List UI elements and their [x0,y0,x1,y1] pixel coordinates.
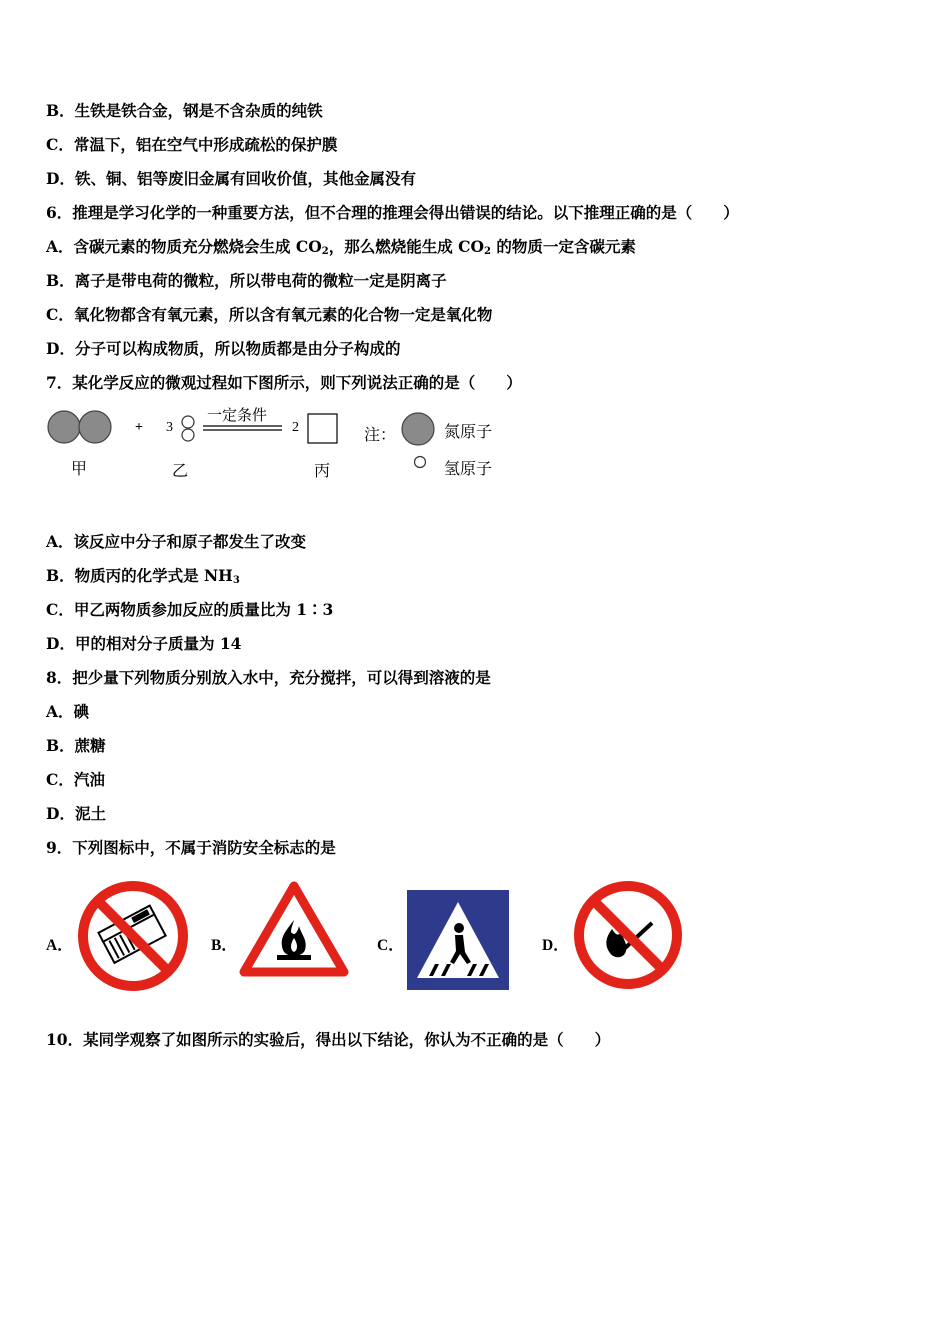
safety-signs-row [0,875,950,995]
q6a-text-1: A．含碳元素的物质充分燃烧会生成 CO [46,237,322,256]
question-7: 7．某化学反应的微观过程如下图所示，则下列说法正确的是（ ） [46,373,522,392]
question-9: 9．下列图标中，不属于消防安全标志的是 [46,838,336,857]
legend-hydrogen-label: 氢原子 [444,459,493,478]
label-jia: 甲 [71,459,88,478]
molecule-yi-icon [182,416,194,441]
hydrogen-atom-icon [415,457,426,468]
question-10: 10．某同学观察了如图所示的实验后，得出以下结论，你认为不正确的是（ ） [46,1030,611,1049]
reaction-diagram [40,402,560,492]
sign-label-c: C． [377,937,404,954]
q5-option-d: D．铁、铜、铝等废旧金属有回收价值，其他金属没有 [46,169,416,188]
q5-option-c: C．常温下，铝在空气中形成疏松的保护膜 [46,135,338,154]
q6-option-d: D．分子可以构成物质，所以物质都是由分子构成的 [46,339,401,358]
no-open-flame-sign-icon [572,879,684,991]
question-8: 8．把少量下列物质分别放入水中，充分搅拌，可以得到溶液的是 [46,668,491,687]
q8-option-a: A．碘 [46,702,90,721]
reaction-arrow-icon [203,426,282,430]
q6a-subscript-2: 2 [483,246,491,257]
reaction-condition: 一定条件 [207,406,268,424]
legend-note: 注： [364,425,397,444]
nitrogen-atom-icon [402,413,434,445]
sign-label-d: D． [542,937,569,954]
molecule-jia-icon [48,411,111,443]
q6a-text-2: ，那么燃烧能生成 CO [328,237,484,256]
coefficient-yi: 3 [166,420,173,435]
q6a-text-3: 的物质一定含碳元素 [490,237,636,256]
q7-option-a: A．该反应中分子和原子都发生了改变 [46,532,307,551]
sign-label-a: A． [46,937,73,954]
legend-nitrogen-label: 氮原子 [444,422,493,441]
no-matches-sign-icon [76,879,190,993]
q7b-text: B．物质丙的化学式是 NH [46,566,233,585]
q6a-subscript-1: 2 [321,246,329,257]
q7-option-d: D．甲的相对分子质量为 14 [46,634,242,653]
q6-option-b: B．离子是带电荷的微粒，所以带电荷的微粒一定是阴离子 [46,271,447,290]
coefficient-bing: 2 [292,420,299,435]
q6-option-a [46,237,636,262]
sign-label-b: B． [211,937,237,954]
label-bing: 丙 [314,461,331,480]
q8-option-c: C．汽油 [46,770,105,789]
q7-option-b [46,566,240,591]
q5-option-b: B．生铁是铁合金，钢是不含杂质的纯铁 [46,101,323,120]
q7-option-c: C．甲乙两物质参加反应的质量比为 1∶3 [46,600,334,619]
label-yi: 乙 [172,461,189,480]
question-6: 6．推理是学习化学的一种重要方法，但不合理的推理会得出错误的结论。以下推理正确的是（ ） [46,203,739,222]
q6-option-c: C．氧化物都含有氧元素，所以含有氧元素的化合物一定是氧化物 [46,305,493,324]
q8-option-b: B．蔗糖 [46,736,106,755]
q8-option-d: D．泥土 [46,804,106,823]
product-box-icon [308,414,337,443]
flammable-warning-sign-icon [239,880,349,980]
q7b-subscript: 3 [232,575,240,586]
pedestrian-crossing-sign-icon [407,890,509,990]
plus-sign: + [135,420,143,435]
